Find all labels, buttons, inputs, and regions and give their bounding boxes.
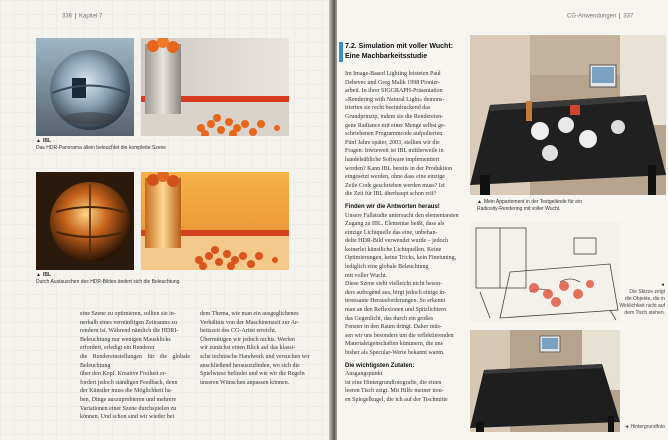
para2-line: einzige Lichtquelle das eine, unbehan-: [345, 229, 438, 236]
para2-line: Fenster in den Raum dringt. Daher müs-: [345, 324, 442, 331]
section-title: CG-Anwendungen: [567, 13, 617, 20]
figure2-caption-text: Durch Austauschen des HDR-Bildes ändert sich die Beleuchtung.: [36, 279, 181, 285]
para1-line: arbeit. In ihrer SIGGRAPH-Präsentation: [345, 88, 443, 95]
chapter-title: Kapitel 7: [79, 13, 103, 20]
left-col1-line: rendern ist. Während nämlich die HDRI-: [80, 328, 179, 335]
para1-line: Debevec und Greg Malik 1998 Pionier-: [345, 79, 441, 86]
left-col1-line: fordert jedoch ständigen Feedback, denn: [80, 379, 178, 386]
left-col1-line: Variationen einer Szene durchspielen zu: [80, 405, 177, 412]
left-arrow-marker-icon: ◄: [660, 282, 665, 288]
triangle-marker-icon: ▲: [36, 138, 41, 144]
left-col1-line: die Rendereinstellungen für die globale Beleuchtung: [80, 353, 190, 369]
para1-line: eingesetzt werden, ohne dass eine einzige: [345, 174, 445, 181]
para1-line: Grundprinzip, indem sie die Rendereien-: [345, 113, 444, 120]
para2-line: delte HDR-Bild verwendet wurde – jedoch: [345, 238, 449, 245]
figure2-label: IBL: [42, 272, 52, 278]
left-col2-line: sche technische Handwerk und versuchen wir: [200, 353, 310, 360]
left-col1-line: über den Kopf. Kreative Freiheit er-: [80, 371, 167, 378]
sketch-caption: ◄ Die Skizze zeigt die Objekte, die in Wirklichkeit nicht auf dem Tisch stehen.: [619, 282, 665, 316]
para1-line: gene Radiance mit einer Menge selbst ge-: [345, 122, 446, 129]
para2-line: Zugang zu IBL. Elementar heißt, dass als: [345, 221, 445, 228]
left-col2-line: wir zunächst einen Blick auf das klassi-: [200, 345, 296, 352]
triangle-marker-icon: ▲: [36, 272, 41, 278]
subheading-ingredients: Die wichtigsten Zutaten:: [345, 362, 415, 369]
left-arrow-marker-icon: ◄: [624, 424, 630, 430]
para2-line: lediglich eine globale Beleuchtung: [345, 264, 429, 271]
heading-accent-bar: [339, 42, 343, 62]
para2-line: Materialeigenschaften kümmern, die uns: [345, 341, 443, 348]
left-col1-line: Beleuchtung nur wenigen Mausklicks: [80, 336, 171, 343]
para1-line: worden? Kann IBL bereits in der Produktion: [345, 165, 453, 172]
para2-line: Diese Szene sieht vielleicht nicht beson-: [345, 281, 443, 288]
para1-line: Im Image-Based Lighting leisteten Paul: [345, 71, 441, 77]
triangle-marker-icon: ▲: [477, 199, 482, 205]
left-col1-line: nerhalb eines vernünftigen Zeitraums zu: [80, 319, 177, 326]
section-heading: 7.2. Simulation mit voller Wucht: Eine Machbarkeitsstudie: [345, 43, 453, 60]
left-col2-line: anschließend herauszufinden, wo sich die: [200, 362, 300, 369]
page-number: 337: [623, 13, 634, 20]
figure1-label: IBL: [42, 138, 52, 144]
para2-line: bisher als Specular-Werte bekannt waren.: [345, 350, 445, 356]
left-text-column-1: [80, 310, 190, 422]
para2-line: keinerlei künstliche Lichtquellen. Keine: [345, 246, 442, 253]
para2-line: mit voller Wucht.: [345, 272, 388, 279]
orange-scene-render-1: [141, 38, 289, 136]
para2-line: sen wir uns besonders um die reflektierenden: [345, 332, 454, 339]
left-text-column-2: [200, 310, 312, 387]
orange-scene-render-2: [141, 172, 289, 270]
para2-line: teressante Herausforderungen. So erkennt: [345, 298, 446, 305]
apartment-photo: [470, 35, 666, 195]
para1-line: trierten sie recht beeindruckend das: [345, 105, 431, 112]
left-col1-line: eine Szene zu optimieren, sollten sie in-: [80, 311, 176, 317]
para3-line: leeren Tisch zeigt. Mit Hilfe meiner treu-: [345, 388, 444, 395]
para1-line: die Zeit für IBL überhaupt schon reif?: [345, 191, 437, 198]
subheading-answers: Finden wir die Antworten heraus!: [345, 203, 440, 210]
left-col1-line: der Künstler muss die Möglichkeit ha-: [80, 388, 173, 395]
para3-line: Ausgangspunkt: [345, 371, 383, 378]
left-col1-line: ben, Dinge auszuprobieren und mehrere: [80, 396, 177, 403]
para2-line: das Gegenlicht, das durch ein großes: [345, 315, 434, 322]
background-photo: [470, 330, 620, 432]
para3-line: en Spiegelkugel, die ich auf der Tischmitte: [345, 396, 448, 403]
para1-line: handelsübliche Software implementiert: [345, 156, 440, 163]
para1-line: Fragen: Inwieweit ist IBL mittlerweile in: [345, 148, 444, 155]
left-col2-line: unseren Wünschen anpassen können.: [200, 379, 290, 386]
para3-line: ist eine Hintergrundfotografie, die einen: [345, 379, 442, 386]
figure2-caption: [36, 272, 286, 286]
left-col2-line: Verhältnis von der Maschinenzeit zur Ar-: [200, 319, 300, 326]
background-photo-caption: ◄ Hintergrundfoto: [624, 424, 665, 430]
left-page-header: [62, 13, 102, 20]
left-col2-line: Übermütigen wir jedoch nichts. Werfen: [200, 336, 295, 343]
hdr-panorama-sphere-image: [36, 38, 134, 136]
para2-line: man an den Reflexionen und Spitzlichtern: [345, 307, 447, 314]
para1-line: Zeile Code geschrieben werden muss? Ist: [345, 182, 445, 189]
hdr-sphere-image-2: [36, 172, 134, 270]
para2-line: ders aufregend aus, birgt jedoch einige in-: [345, 289, 447, 296]
scene-sketch-image: [470, 222, 620, 322]
left-col2-line: Spielwiese befindet und wie wir die Regeln: [200, 371, 305, 378]
para1-line: »Rendering with Natural Light« demons-: [345, 96, 445, 103]
figure1-caption: [36, 138, 286, 152]
para1-line: Fünf Jahre später, 2003, stellten wir die: [345, 139, 440, 146]
left-col2-line: beitszeit des CG-Artist erreicht.: [200, 328, 277, 335]
para1-line: schriebenen Programmcode aufpolierten.: [345, 131, 444, 138]
left-col1-line: erfordert, erledigt ein Renderer: [80, 345, 155, 352]
figure1-caption-text: Das HDR-Panorama allein beleuchtet die komplette Szene: [36, 145, 167, 151]
left-col2-line: dem Thema, wie man ein ausgeglichenes: [200, 311, 299, 317]
apartment-photo-caption: ▲ Mein Appartement in der Testgelände für ein Radiosity-Rendering mit voller Wucht.: [477, 199, 582, 212]
right-page-header: [567, 13, 633, 20]
para2-line: Optimierungen, keine Tricks, kein Finetuning,: [345, 255, 457, 262]
para2-line: Unsere Fallstudie untersucht den elementarsten: [345, 212, 459, 219]
right-text-column: [345, 70, 465, 405]
page-number: 336: [62, 13, 73, 20]
right-page: [337, 0, 668, 440]
left-page: [0, 0, 331, 440]
left-col1-line: können. Und schon sind wir wieder bei: [80, 414, 175, 421]
